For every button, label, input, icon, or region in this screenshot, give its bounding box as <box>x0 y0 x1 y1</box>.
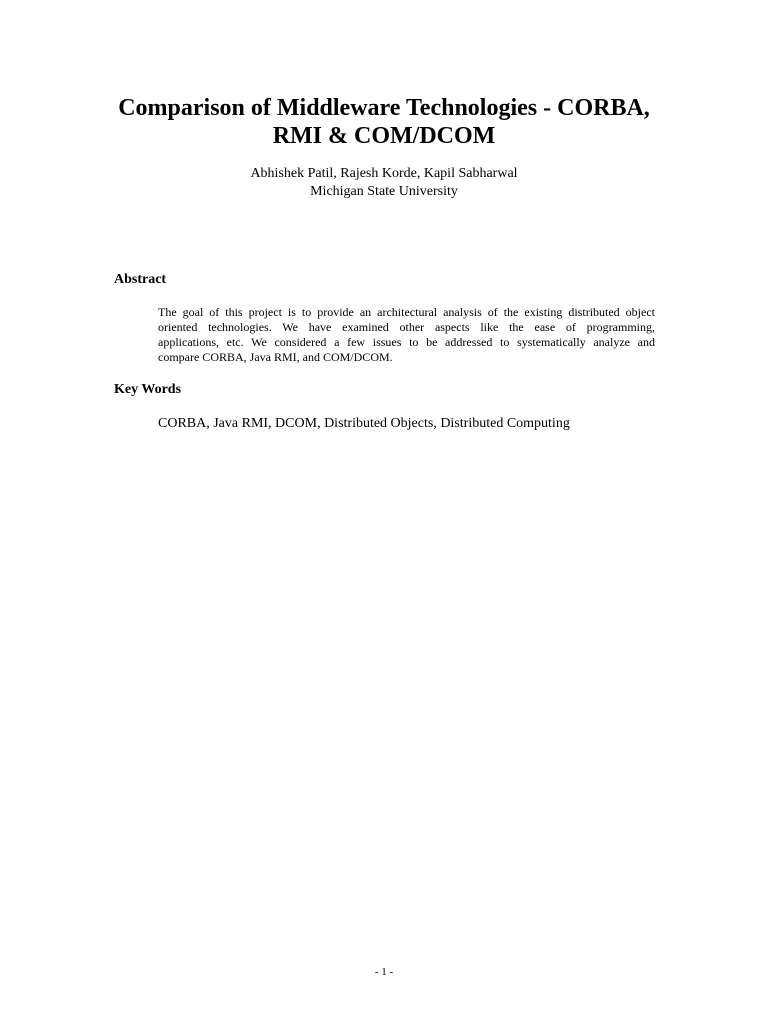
author-affiliation: Michigan State University <box>310 184 458 199</box>
abstract-line: The goal of this project is to provide an architectural analysis of the existing distributed object <box>158 305 655 319</box>
author-block <box>0 165 768 201</box>
paper-title <box>0 94 768 150</box>
title-line-2: RMI & COM/DCOM <box>272 123 496 149</box>
author-names: Abhishek Patil, Rajesh Korde, Kapil Sabharwal <box>250 166 518 181</box>
keywords-text: CORBA, Java RMI, DCOM, Distributed Objects, Distributed Computing <box>158 416 570 431</box>
abstract-body <box>158 305 655 365</box>
keywords-heading: Key Words <box>114 382 182 397</box>
page-number: - 1 - <box>374 966 394 978</box>
title-line-1: Comparison of Middleware Technologies - CORBA, <box>118 95 650 121</box>
abstract-line: oriented technologies. We have examined other aspects like the ease of programming, <box>158 320 655 334</box>
abstract-line: compare CORBA, Java RMI, and COM/DCOM. <box>158 350 393 364</box>
abstract-heading: Abstract <box>114 272 167 287</box>
abstract-line: applications, etc. We considered a few issues to be addressed to systematically analyze and <box>158 335 655 349</box>
